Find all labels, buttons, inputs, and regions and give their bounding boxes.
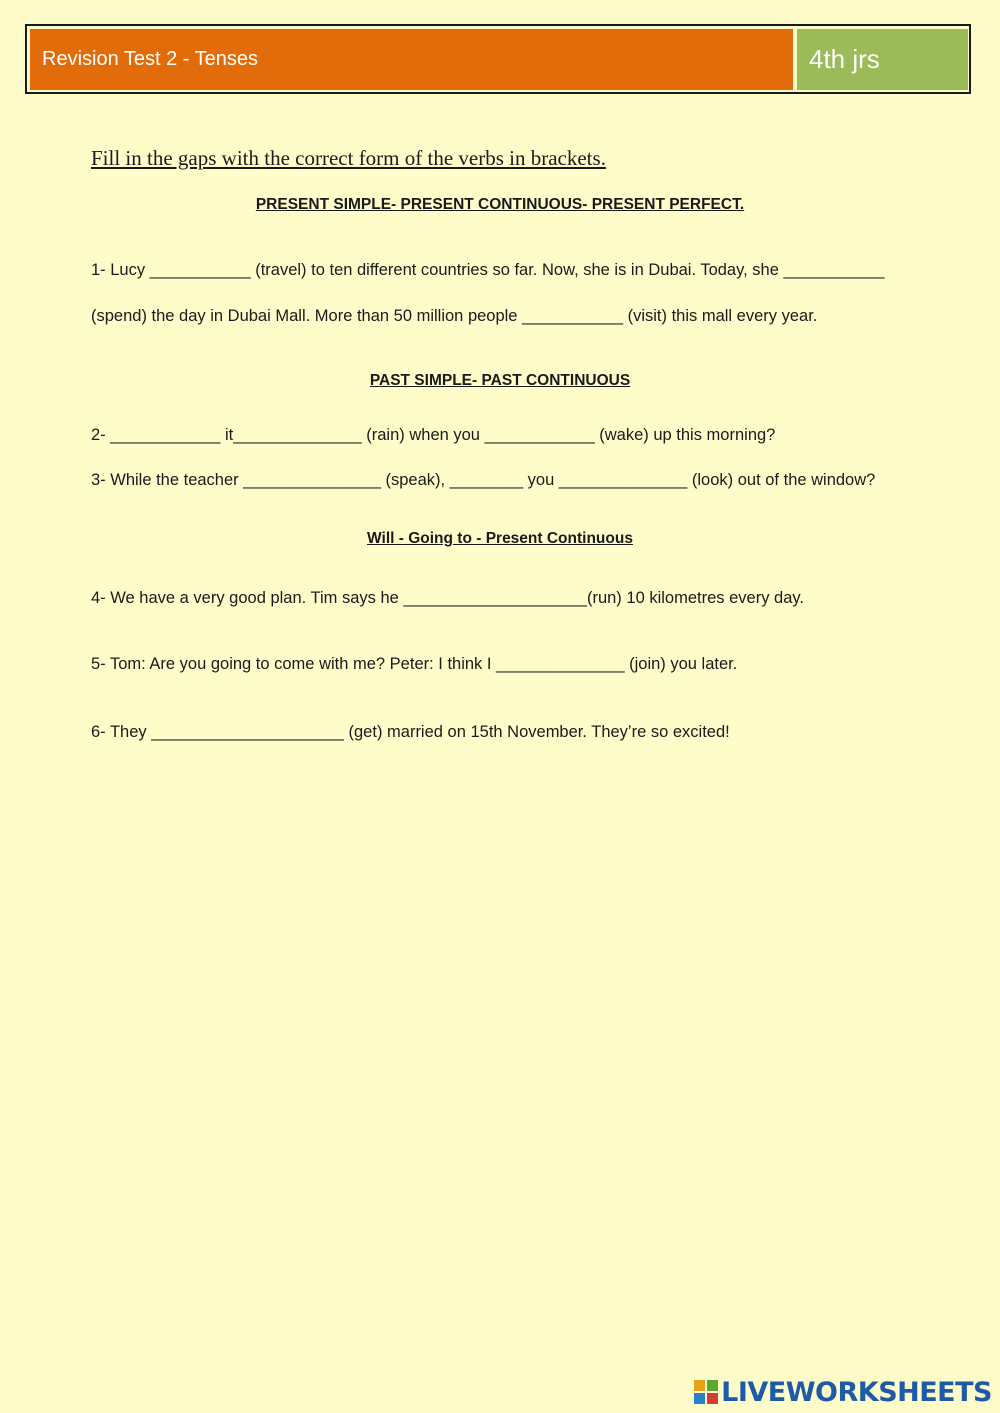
exercise-line: 1- Lucy ___________ (travel) to ten different countries so far. Now, she is in Dubai. Today, she ___________: [91, 261, 885, 279]
exercise-line: 5- Tom: Are you going to come with me? Peter: I think I ______________ (join) you later.: [91, 655, 738, 673]
instruction: Fill in the gaps with the correct form of the verbs in brackets.: [91, 146, 606, 170]
section-heading-past: PAST SIMPLE- PAST CONTINUOUS: [369, 372, 631, 389]
exercise-line: 4- We have a very good plan. Tim says he ____________________(run) 10 kilometres every day.: [91, 589, 804, 607]
section-heading-future: Will - Going to - Present Continuous: [367, 530, 633, 547]
worksheet-title: Revision Test 2 - Tenses: [30, 29, 793, 90]
liveworksheets-brand[interactable]: [694, 1377, 992, 1407]
exercise-line: 6- They _____________________ (get) married on 15th November. They’re so excited!: [91, 723, 730, 741]
level-label: 4th jrs: [797, 29, 968, 90]
section-heading-present: PRESENT SIMPLE- PRESENT CONTINUOUS- PRESENT PERFECT.: [255, 196, 745, 213]
brand-name: LIVEWORKSHEETS: [721, 1376, 992, 1408]
exercise-line: 3- While the teacher _______________ (speak), ________ you ______________ (look) out of the window?: [91, 471, 876, 489]
exercise-line: 2- ____________ it______________ (rain) when you ____________ (wake) up this morning?: [91, 426, 776, 444]
exercise-line: (spend) the day in Dubai Mall. More than 50 million people ___________ (visit) this mall every year.: [91, 307, 818, 325]
liveworksheets-logo-icon: [694, 1380, 718, 1404]
